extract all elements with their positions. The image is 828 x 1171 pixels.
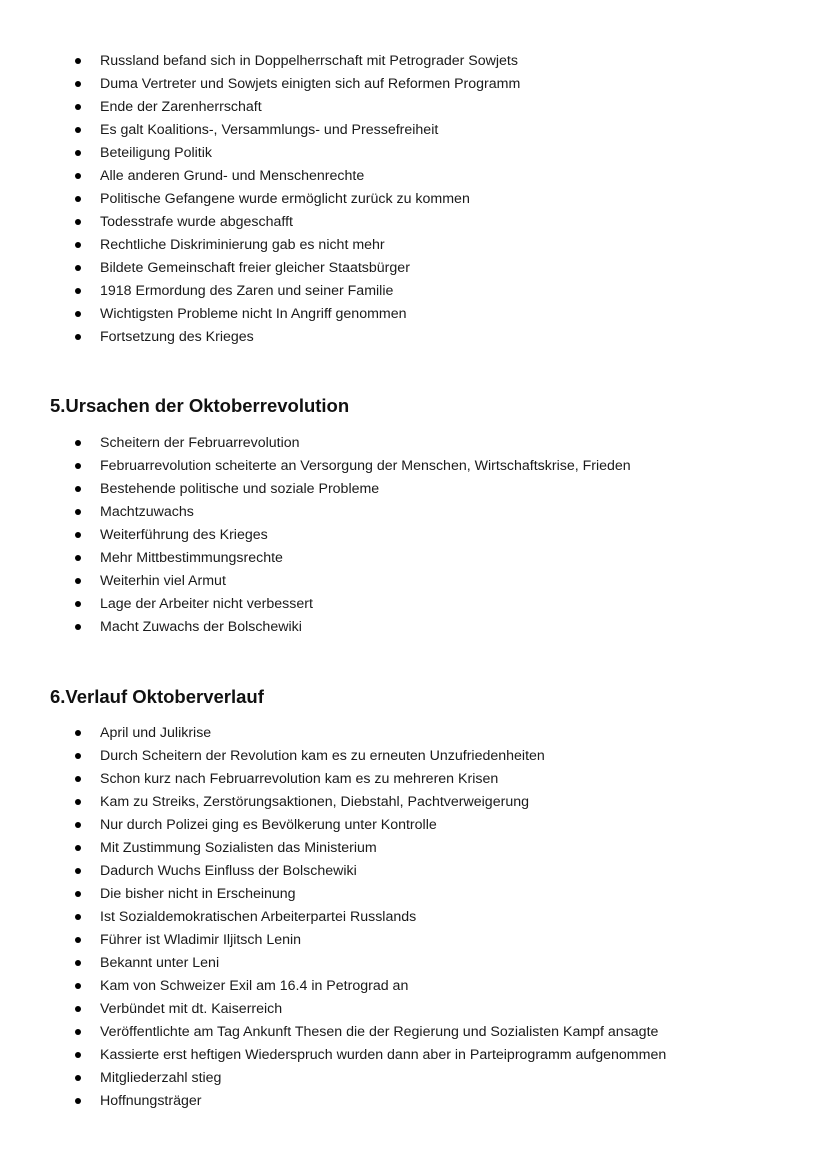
bullet-icon xyxy=(75,845,81,851)
bullet-icon xyxy=(75,288,81,294)
list-item xyxy=(72,791,792,814)
list-item xyxy=(72,280,792,303)
bullet-icon xyxy=(75,730,81,736)
list-item xyxy=(72,211,792,234)
list-item-text: Schon kurz nach Februarrevolution kam es zu mehreren Krisen xyxy=(100,771,499,787)
list-item-text: Kam von Schweizer Exil am 16.4 in Petrograd an xyxy=(100,978,409,994)
bullet-icon xyxy=(75,150,81,156)
list-item-text: Dadurch Wuchs Einfluss der Bolschewiki xyxy=(100,863,357,879)
bullet-icon xyxy=(75,196,81,202)
section-6-heading: 6.Verlauf Oktoberverlauf xyxy=(50,686,264,707)
list-item xyxy=(72,1067,792,1090)
list-item xyxy=(72,768,792,791)
section-6-bullet-list xyxy=(72,722,792,1113)
list-item-text: Mit Zustimmung Sozialisten das Ministerium xyxy=(100,840,377,856)
list-item-text: Fortsetzung des Krieges xyxy=(100,329,254,345)
list-item-text: Die bisher nicht in Erscheinung xyxy=(100,886,296,902)
bullet-icon xyxy=(75,532,81,538)
bullet-icon xyxy=(75,1052,81,1058)
list-item xyxy=(72,326,792,349)
list-item xyxy=(72,73,792,96)
list-item-text: Kam zu Streiks, Zerstörungsaktionen, Diebstahl, Pachtverweigerung xyxy=(100,794,529,810)
bullet-icon xyxy=(75,173,81,179)
bullet-icon xyxy=(75,601,81,607)
list-item xyxy=(72,745,792,768)
list-item-text: Bekannt unter Leni xyxy=(100,955,220,971)
list-item xyxy=(72,883,792,906)
list-item-text: Mitgliederzahl stieg xyxy=(100,1070,222,1086)
list-item xyxy=(72,478,792,501)
list-item-text: Beteiligung Politik xyxy=(100,145,212,161)
section-5-bullet-list xyxy=(72,432,792,639)
list-item-text: Es galt Koalitions-, Versammlungs- und Pressefreiheit xyxy=(100,122,439,138)
list-item-text: April und Julikrise xyxy=(100,725,212,741)
intro-bullet-list xyxy=(72,50,792,349)
bullet-icon xyxy=(75,242,81,248)
bullet-icon xyxy=(75,58,81,64)
bullet-icon xyxy=(75,960,81,966)
list-item-text: Rechtliche Diskriminierung gab es nicht mehr xyxy=(100,237,385,253)
bullet-icon xyxy=(75,753,81,759)
list-item-text: Hoffnungsträger xyxy=(100,1093,202,1109)
list-item xyxy=(72,1090,792,1113)
list-item xyxy=(72,524,792,547)
list-item xyxy=(72,1044,792,1067)
list-item xyxy=(72,432,792,455)
list-item-text: Führer ist Wladimir Iljitsch Lenin xyxy=(100,932,302,948)
list-item xyxy=(72,142,792,165)
list-item-text: Ende der Zarenherrschaft xyxy=(100,99,262,115)
bullet-icon xyxy=(75,311,81,317)
list-item-text: Kassierte erst heftigen Wiederspruch wurden dann aber in Parteiprogramm aufgenommen xyxy=(100,1047,667,1063)
bullet-icon xyxy=(75,1075,81,1081)
bullet-icon xyxy=(75,104,81,110)
list-item-text: Politische Gefangene wurde ermöglicht zurück zu kommen xyxy=(100,191,470,207)
list-item xyxy=(72,1021,792,1044)
list-item-text: Nur durch Polizei ging es Bevölkerung unter Kontrolle xyxy=(100,817,437,833)
list-item xyxy=(72,998,792,1021)
bullet-icon xyxy=(75,983,81,989)
list-item-text: Bildete Gemeinschaft freier gleicher Staatsbürger xyxy=(100,260,410,276)
bullet-icon xyxy=(75,127,81,133)
list-item xyxy=(72,234,792,257)
list-item xyxy=(72,593,792,616)
list-item-text: Durch Scheitern der Revolution kam es zu erneuten Unzufriedenheiten xyxy=(100,748,545,764)
list-item xyxy=(72,814,792,837)
list-item-text: Lage der Arbeiter nicht verbessert xyxy=(100,596,313,612)
bullet-icon xyxy=(75,891,81,897)
list-item-text: Wichtigsten Probleme nicht In Angriff genommen xyxy=(100,306,407,322)
list-item-text: Mehr Mittbestimmungsrechte xyxy=(100,550,283,566)
bullet-icon xyxy=(75,486,81,492)
list-item-text: Russland befand sich in Doppelherrschaft mit Petrograder Sowjets xyxy=(100,53,518,69)
list-item-text: Weiterhin viel Armut xyxy=(100,573,226,589)
bullet-icon xyxy=(75,463,81,469)
list-item xyxy=(72,165,792,188)
bullet-icon xyxy=(75,937,81,943)
list-item-text: Alle anderen Grund- und Menschenrechte xyxy=(100,168,365,184)
list-item xyxy=(72,257,792,280)
bullet-icon xyxy=(75,440,81,446)
list-item xyxy=(72,929,792,952)
list-item xyxy=(72,906,792,929)
bullet-icon xyxy=(75,776,81,782)
bullet-icon xyxy=(75,334,81,340)
list-item-text: Macht Zuwachs der Bolschewiki xyxy=(100,619,302,635)
list-item xyxy=(72,455,792,478)
list-item-text: Verbündet mit dt. Kaiserreich xyxy=(100,1001,283,1017)
list-item xyxy=(72,952,792,975)
list-item-text: Machtzuwachs xyxy=(100,504,194,520)
list-item xyxy=(72,837,792,860)
list-item-text: Weiterführung des Krieges xyxy=(100,527,268,543)
bullet-icon xyxy=(75,219,81,225)
list-item xyxy=(72,860,792,883)
bullet-icon xyxy=(75,81,81,87)
list-item-text: Bestehende politische und soziale Probleme xyxy=(100,481,380,497)
bullet-icon xyxy=(75,624,81,630)
list-item-text: Februarrevolution scheiterte an Versorgung der Menschen, Wirtschaftskrise, Frieden xyxy=(100,458,631,474)
list-item xyxy=(72,547,792,570)
list-item-text: Scheitern der Februarrevolution xyxy=(100,435,300,451)
list-item xyxy=(72,722,792,745)
bullet-icon xyxy=(75,555,81,561)
list-item xyxy=(72,570,792,593)
list-item xyxy=(72,303,792,326)
list-item xyxy=(72,188,792,211)
list-item xyxy=(72,50,792,73)
bullet-icon xyxy=(75,1029,81,1035)
list-item-text: Veröffentlichte am Tag Ankunft Thesen die der Regierung und Sozialisten Kampf ansagte xyxy=(100,1024,659,1040)
list-item-text: Duma Vertreter und Sowjets einigten sich auf Reformen Programm xyxy=(100,76,521,92)
bullet-icon xyxy=(75,1006,81,1012)
list-item xyxy=(72,975,792,998)
bullet-icon xyxy=(75,1098,81,1104)
bullet-icon xyxy=(75,509,81,515)
bullet-icon xyxy=(75,799,81,805)
bullet-icon xyxy=(75,822,81,828)
bullet-icon xyxy=(75,868,81,874)
list-item xyxy=(72,616,792,639)
bullet-icon xyxy=(75,578,81,584)
section-5-heading: 5.Ursachen der Oktoberrevolution xyxy=(50,395,350,416)
list-item xyxy=(72,119,792,142)
list-item xyxy=(72,96,792,119)
bullet-icon xyxy=(75,265,81,271)
list-item-text: Ist Sozialdemokratischen Arbeiterpartei Russlands xyxy=(100,909,417,925)
list-item-text: Todesstrafe wurde abgeschafft xyxy=(100,214,293,230)
bullet-icon xyxy=(75,914,81,920)
list-item xyxy=(72,501,792,524)
list-item-text: 1918 Ermordung des Zaren und seiner Familie xyxy=(100,283,394,299)
